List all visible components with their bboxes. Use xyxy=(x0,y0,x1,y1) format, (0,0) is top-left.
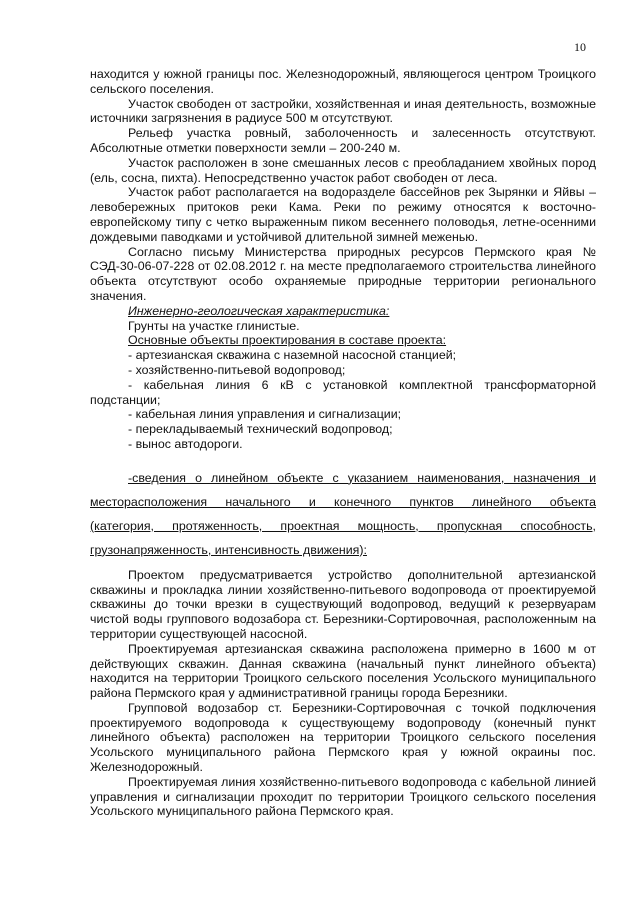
geo-text: Грунты на участке глинистые. xyxy=(128,318,300,333)
paragraph-site-free: Участок свободен от застройки, хозяйственная и иная деятельность, возможные источники загрязнения в радиусе 500 м отсутствуют. xyxy=(90,96,596,126)
paragraph-forest: Участок расположен в зоне смешанных лесов с преобладанием хвойных пород (ель, сосна, пихта). Непосредственно участок работ свободен от леса. xyxy=(90,155,596,185)
object-item: - артезианская скважина с наземной насосной станцией; xyxy=(128,348,457,363)
paragraph-well-location: Проектируемая артезианская скважина расположена примерно в 1600 м от действующих скважин. Данная скважина (начальный пункт линейного объекта) находится на территории Троицкого сельского поселения Усольского муниципального района Пермского края у административной границы города Березники. xyxy=(90,641,596,701)
paragraph-project-scope: Проектом предусматривается устройство дополнительной артезианской скважины и прокладка линии хозяйственно-питьевого водопровода от проектируемой скважины до точки врезки в существующий водопровод, ведущий к резервуарам чистой воды группового водозабора ст. Березники-Сортировочная, расположенным на территории существующей насосной. xyxy=(90,567,596,641)
paragraph-ministry-letter: Согласно письму Министерства природных ресурсов Пермского края № СЭД-30-06-07-228 от 02.08.2012 г. на месте предполагаемого строительства линейного объекта отсутствуют особо охраняемые природные территории регионального значения. xyxy=(90,244,596,303)
paragraph-water-intake: Групповой водозабор ст. Березники-Сортировочная с точкой подключения проектируемого водопровода к существующему водопроводу (конечный пункт линейного объекта) расположен на территории Троицкого сельского поселения Усольского муниципального района Пермского края у южной окраины пос. Железнодорожный. xyxy=(90,700,596,775)
object-item: - кабельная линия 6 кВ с установкой комплектной трансформаторной подстанции; xyxy=(90,377,596,407)
object-item: - перекладываемый технический водопровод; xyxy=(128,422,393,437)
objects-heading: Основные объекты проектирования в составе проекта: xyxy=(128,333,447,348)
object-item: - хозяйственно-питьевой водопровод; xyxy=(128,362,346,377)
paragraph-location: находится у южной границы пос. Железнодорожный, являющегося центром Троицкого сельского поселения. xyxy=(90,67,596,96)
paragraph-pipeline-route: Проектируемая линия хозяйственно-питьевого водопровода с кабельной линией управления и сигнализации проходит по территории Троицкого сельского поселения Усольского муниципального района Пермского края. xyxy=(90,774,596,819)
geo-heading: Инженерно-геологическая характеристика: xyxy=(128,303,390,318)
object-item: - вынос автодороги. xyxy=(128,436,243,451)
section-heading-line: (категория, протяженность, проектная мощность, пропускная способность, xyxy=(90,518,596,533)
page-number: 10 xyxy=(574,40,586,54)
section-heading-line: грузонапряженность, интенсивность движения): xyxy=(90,542,367,557)
section-heading-line: месторасположения начального и конечного пунктов линейного объекта xyxy=(90,494,596,509)
spacer xyxy=(90,452,596,466)
paragraph-rivers: Участок работ располагается на водоразделе бассейнов рек Зырянки и Яйвы – левобережных притоков реки Кама. Реки по режиму относятся к восточно-европейскому типу с четко выраженным пиком весеннего половодья, летне-осенними дождевыми паводками и устойчивой длительной зимней меженью. xyxy=(90,185,596,244)
paragraph-relief: Рельеф участка ровный, заболоченность и залесенность отсутствуют. Абсолютные отметки поверхности земли – 200-240 м. xyxy=(90,126,596,155)
document-body xyxy=(90,67,596,819)
object-item: - кабельная линия управления и сигнализации; xyxy=(128,407,402,422)
section-heading-line: -сведения о линейном объекте с указанием наименования, назначения и xyxy=(128,470,596,485)
